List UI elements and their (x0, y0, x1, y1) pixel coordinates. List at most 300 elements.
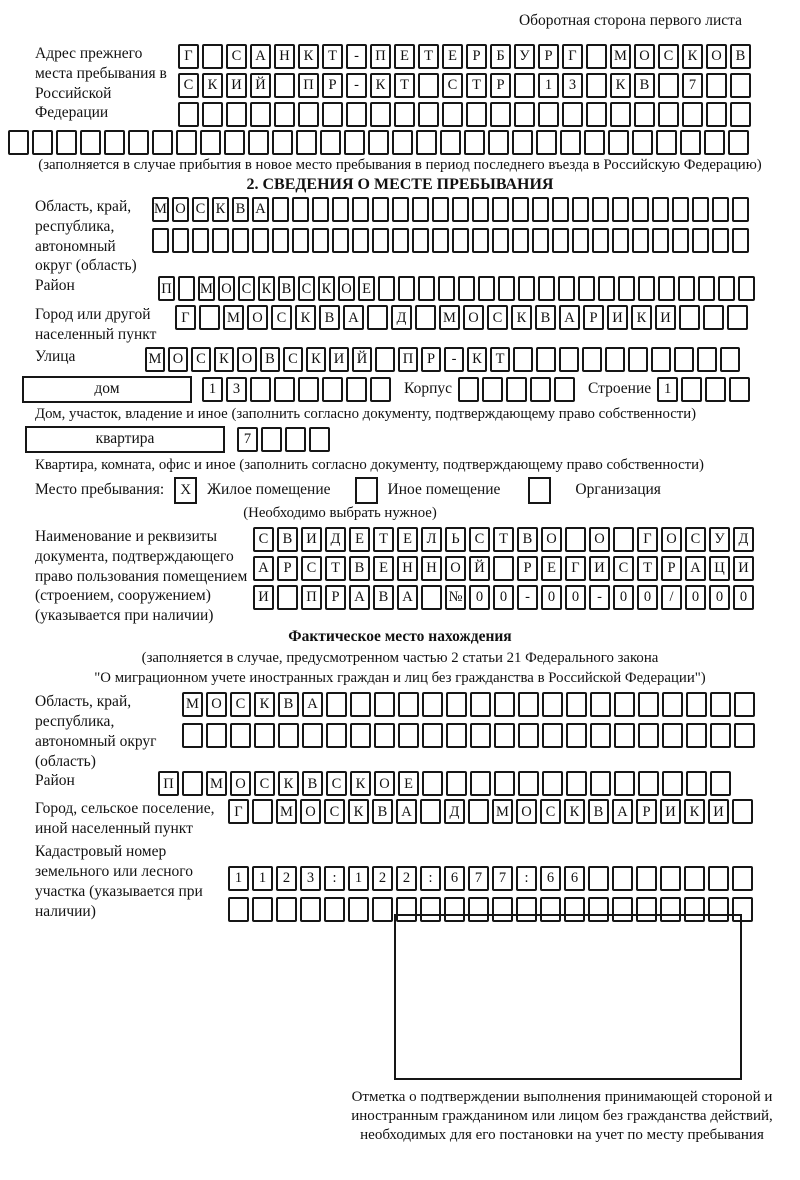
char-cell[interactable]: Е (349, 527, 370, 552)
char-cell[interactable]: В (277, 527, 298, 552)
char-cell[interactable]: 1 (202, 377, 223, 402)
char-cell[interactable] (252, 897, 273, 922)
char-cell[interactable] (588, 897, 609, 922)
char-cell[interactable]: А (250, 44, 271, 69)
char-cell[interactable] (658, 276, 675, 301)
char-cell[interactable] (705, 377, 726, 402)
char-cell[interactable]: Т (466, 73, 487, 98)
char-cell[interactable] (492, 897, 513, 922)
char-cell[interactable]: Ь (445, 527, 466, 552)
char-cell[interactable] (418, 276, 435, 301)
char-cell[interactable] (56, 130, 77, 155)
char-cell[interactable] (472, 197, 489, 222)
char-cell[interactable] (374, 692, 395, 717)
char-cell[interactable]: Р (517, 556, 538, 581)
char-cell[interactable]: К (467, 347, 487, 372)
char-cell[interactable]: А (302, 692, 323, 717)
char-cell[interactable]: 3 (300, 866, 321, 891)
char-cell[interactable] (638, 771, 659, 796)
char-cell[interactable] (692, 197, 709, 222)
char-cell[interactable] (586, 44, 607, 69)
char-cell[interactable] (682, 102, 703, 127)
char-cell[interactable] (470, 692, 491, 717)
char-cell[interactable] (674, 347, 694, 372)
char-cell[interactable]: Т (418, 44, 439, 69)
char-cell[interactable] (452, 197, 469, 222)
char-cell[interactable]: С (301, 556, 322, 581)
char-cell[interactable]: О (634, 44, 655, 69)
char-cell[interactable] (212, 228, 229, 253)
char-cell[interactable]: Б (490, 44, 511, 69)
char-cell[interactable]: С (442, 73, 463, 98)
char-cell[interactable] (514, 102, 535, 127)
char-cell[interactable]: П (398, 347, 418, 372)
char-cell[interactable] (422, 692, 443, 717)
char-cell[interactable] (224, 130, 245, 155)
char-cell[interactable] (272, 197, 289, 222)
char-cell[interactable] (518, 276, 535, 301)
char-cell[interactable]: И (329, 347, 349, 372)
char-cell[interactable] (628, 347, 648, 372)
char-cell[interactable] (614, 771, 635, 796)
char-cell[interactable] (178, 102, 199, 127)
char-cell[interactable] (514, 73, 535, 98)
char-cell[interactable]: Т (490, 347, 510, 372)
char-cell[interactable] (660, 866, 681, 891)
char-cell[interactable]: В (260, 347, 280, 372)
char-cell[interactable] (199, 305, 220, 330)
char-cell[interactable]: А (685, 556, 706, 581)
char-cell[interactable] (592, 197, 609, 222)
char-cell[interactable] (468, 799, 489, 824)
char-cell[interactable]: Т (637, 556, 658, 581)
char-cell[interactable]: К (564, 799, 585, 824)
char-cell[interactable] (418, 102, 439, 127)
char-cell[interactable]: К (350, 771, 371, 796)
char-cell[interactable]: К (202, 73, 223, 98)
char-cell[interactable]: Р (636, 799, 657, 824)
char-cell[interactable] (532, 197, 549, 222)
checkbox-zhiloe-pomeschenie[interactable] (174, 477, 197, 504)
char-cell[interactable]: Т (322, 44, 343, 69)
char-cell[interactable]: О (230, 771, 251, 796)
char-cell[interactable] (703, 305, 724, 330)
char-cell[interactable] (472, 228, 489, 253)
char-cell[interactable]: В (588, 799, 609, 824)
char-cell[interactable] (512, 228, 529, 253)
char-cell[interactable]: У (514, 44, 535, 69)
char-cell[interactable]: Р (277, 556, 298, 581)
char-cell[interactable]: В (302, 771, 323, 796)
char-cell[interactable]: Л (421, 527, 442, 552)
char-cell[interactable] (710, 692, 731, 717)
char-cell[interactable]: П (158, 771, 179, 796)
char-cell[interactable] (392, 197, 409, 222)
char-cell[interactable]: - (444, 347, 464, 372)
char-cell[interactable] (565, 527, 586, 552)
char-cell[interactable] (538, 276, 555, 301)
char-cell[interactable] (562, 102, 583, 127)
char-cell[interactable]: И (733, 556, 754, 581)
char-cell[interactable] (732, 799, 753, 824)
char-cell[interactable] (302, 723, 323, 748)
char-cell[interactable] (326, 692, 347, 717)
char-cell[interactable] (678, 276, 695, 301)
char-cell[interactable] (344, 130, 365, 155)
char-cell[interactable] (732, 228, 749, 253)
char-cell[interactable]: 6 (564, 866, 585, 891)
char-cell[interactable]: С (298, 276, 315, 301)
char-cell[interactable] (612, 228, 629, 253)
char-cell[interactable] (710, 771, 731, 796)
char-cell[interactable] (272, 228, 289, 253)
char-cell[interactable] (458, 377, 479, 402)
char-cell[interactable]: К (348, 799, 369, 824)
char-cell[interactable]: И (226, 73, 247, 98)
char-cell[interactable] (274, 377, 295, 402)
char-cell[interactable] (398, 723, 419, 748)
char-cell[interactable] (192, 228, 209, 253)
char-cell[interactable] (632, 228, 649, 253)
char-cell[interactable] (729, 377, 750, 402)
char-cell[interactable]: К (278, 771, 299, 796)
char-cell[interactable] (152, 130, 173, 155)
char-cell[interactable] (686, 771, 707, 796)
char-cell[interactable] (494, 771, 515, 796)
char-cell[interactable] (422, 723, 443, 748)
char-cell[interactable] (32, 130, 53, 155)
char-cell[interactable] (559, 347, 579, 372)
char-cell[interactable] (706, 73, 727, 98)
char-cell[interactable] (566, 771, 587, 796)
char-cell[interactable] (672, 228, 689, 253)
char-cell[interactable] (420, 799, 441, 824)
char-cell[interactable]: О (206, 692, 227, 717)
char-cell[interactable] (518, 692, 539, 717)
char-cell[interactable]: Е (373, 556, 394, 581)
char-cell[interactable] (277, 585, 298, 610)
char-cell[interactable]: 0 (613, 585, 634, 610)
char-cell[interactable]: О (706, 44, 727, 69)
char-cell[interactable]: К (254, 692, 275, 717)
char-cell[interactable] (464, 130, 485, 155)
char-cell[interactable]: Д (444, 799, 465, 824)
char-cell[interactable]: В (232, 197, 249, 222)
char-cell[interactable] (492, 228, 509, 253)
char-cell[interactable] (80, 130, 101, 155)
char-cell[interactable] (322, 102, 343, 127)
char-cell[interactable] (422, 771, 443, 796)
char-cell[interactable] (572, 197, 589, 222)
char-cell[interactable]: А (559, 305, 580, 330)
char-cell[interactable] (732, 897, 753, 922)
char-cell[interactable] (608, 130, 629, 155)
char-cell[interactable]: О (661, 527, 682, 552)
char-cell[interactable] (254, 723, 275, 748)
char-cell[interactable]: У (709, 527, 730, 552)
char-cell[interactable]: Н (421, 556, 442, 581)
char-cell[interactable] (538, 102, 559, 127)
char-cell[interactable] (432, 228, 449, 253)
char-cell[interactable] (446, 723, 467, 748)
char-cell[interactable] (638, 692, 659, 717)
char-cell[interactable]: 6 (540, 866, 561, 891)
char-cell[interactable] (730, 102, 751, 127)
char-cell[interactable] (300, 897, 321, 922)
char-cell[interactable]: М (198, 276, 215, 301)
char-cell[interactable] (490, 102, 511, 127)
char-cell[interactable]: А (349, 585, 370, 610)
char-cell[interactable] (516, 897, 537, 922)
char-cell[interactable]: Н (274, 44, 295, 69)
char-cell[interactable]: М (152, 197, 169, 222)
char-cell[interactable] (658, 73, 679, 98)
char-cell[interactable] (250, 377, 271, 402)
char-cell[interactable] (572, 228, 589, 253)
char-cell[interactable] (584, 130, 605, 155)
char-cell[interactable] (730, 73, 751, 98)
char-cell[interactable] (440, 130, 461, 155)
char-cell[interactable]: С (487, 305, 508, 330)
char-cell[interactable]: 0 (709, 585, 730, 610)
char-cell[interactable] (418, 73, 439, 98)
char-cell[interactable] (412, 197, 429, 222)
char-cell[interactable]: К (212, 197, 229, 222)
char-cell[interactable] (416, 130, 437, 155)
char-cell[interactable]: С (613, 556, 634, 581)
char-cell[interactable] (370, 377, 391, 402)
char-cell[interactable] (367, 305, 388, 330)
char-cell[interactable] (512, 197, 529, 222)
char-cell[interactable]: Т (394, 73, 415, 98)
char-cell[interactable] (592, 228, 609, 253)
char-cell[interactable] (375, 347, 395, 372)
char-cell[interactable]: М (276, 799, 297, 824)
char-cell[interactable]: С (191, 347, 211, 372)
char-cell[interactable] (638, 276, 655, 301)
char-cell[interactable] (738, 276, 755, 301)
char-cell[interactable] (252, 799, 273, 824)
char-cell[interactable]: Т (373, 527, 394, 552)
char-cell[interactable]: № (445, 585, 466, 610)
char-cell[interactable]: К (610, 73, 631, 98)
char-cell[interactable] (296, 130, 317, 155)
char-cell[interactable] (518, 723, 539, 748)
char-cell[interactable] (274, 73, 295, 98)
char-cell[interactable]: С (178, 73, 199, 98)
char-cell[interactable]: 1 (538, 73, 559, 98)
char-cell[interactable] (530, 377, 551, 402)
char-cell[interactable]: С (192, 197, 209, 222)
char-cell[interactable] (672, 197, 689, 222)
char-cell[interactable]: В (372, 799, 393, 824)
char-cell[interactable] (452, 228, 469, 253)
char-cell[interactable]: 0 (541, 585, 562, 610)
char-cell[interactable]: 0 (637, 585, 658, 610)
char-cell[interactable] (692, 228, 709, 253)
char-cell[interactable] (352, 197, 369, 222)
char-cell[interactable] (632, 197, 649, 222)
char-cell[interactable]: А (253, 556, 274, 581)
char-cell[interactable]: М (492, 799, 513, 824)
char-cell[interactable]: / (661, 585, 682, 610)
char-cell[interactable] (578, 276, 595, 301)
char-cell[interactable]: С (226, 44, 247, 69)
char-cell[interactable] (613, 527, 634, 552)
char-cell[interactable]: Д (391, 305, 412, 330)
char-cell[interactable]: В (278, 276, 295, 301)
char-cell[interactable]: 7 (682, 73, 703, 98)
char-cell[interactable]: А (343, 305, 364, 330)
char-cell[interactable] (378, 276, 395, 301)
char-cell[interactable] (712, 228, 729, 253)
char-cell[interactable]: В (349, 556, 370, 581)
char-cell[interactable]: 1 (657, 377, 678, 402)
char-cell[interactable] (442, 102, 463, 127)
char-cell[interactable] (396, 897, 417, 922)
char-cell[interactable] (392, 228, 409, 253)
char-cell[interactable] (586, 102, 607, 127)
char-cell[interactable] (372, 197, 389, 222)
char-cell[interactable] (374, 723, 395, 748)
char-cell[interactable] (618, 276, 635, 301)
char-cell[interactable]: В (373, 585, 394, 610)
checkbox-inoe-pomeschenie[interactable] (355, 477, 378, 504)
char-cell[interactable]: 7 (237, 427, 258, 452)
char-cell[interactable] (200, 130, 221, 155)
char-cell[interactable]: Р (322, 73, 343, 98)
char-cell[interactable]: К (295, 305, 316, 330)
char-cell[interactable] (612, 197, 629, 222)
char-cell[interactable] (734, 723, 755, 748)
char-cell[interactable] (292, 197, 309, 222)
char-cell[interactable] (698, 276, 715, 301)
char-cell[interactable] (326, 723, 347, 748)
char-cell[interactable]: И (589, 556, 610, 581)
char-cell[interactable] (226, 102, 247, 127)
char-cell[interactable] (582, 347, 602, 372)
char-cell[interactable]: О (172, 197, 189, 222)
char-cell[interactable]: О (589, 527, 610, 552)
char-cell[interactable]: О (300, 799, 321, 824)
char-cell[interactable] (152, 228, 169, 253)
char-cell[interactable] (312, 228, 329, 253)
char-cell[interactable] (261, 427, 282, 452)
char-cell[interactable] (605, 347, 625, 372)
char-cell[interactable] (552, 197, 569, 222)
char-cell[interactable] (420, 897, 441, 922)
char-cell[interactable] (684, 866, 705, 891)
char-cell[interactable]: М (223, 305, 244, 330)
char-cell[interactable] (732, 197, 749, 222)
char-cell[interactable] (446, 692, 467, 717)
char-cell[interactable]: - (346, 44, 367, 69)
char-cell[interactable]: О (237, 347, 257, 372)
char-cell[interactable] (276, 897, 297, 922)
char-cell[interactable] (566, 723, 587, 748)
char-cell[interactable]: Д (733, 527, 754, 552)
char-cell[interactable] (421, 585, 442, 610)
char-cell[interactable]: Д (325, 527, 346, 552)
char-cell[interactable]: С (253, 527, 274, 552)
char-cell[interactable] (686, 692, 707, 717)
char-cell[interactable] (734, 692, 755, 717)
char-cell[interactable]: В (319, 305, 340, 330)
char-cell[interactable] (614, 723, 635, 748)
char-cell[interactable]: И (708, 799, 729, 824)
char-cell[interactable] (494, 692, 515, 717)
char-cell[interactable] (298, 102, 319, 127)
char-cell[interactable] (536, 130, 557, 155)
char-cell[interactable] (320, 130, 341, 155)
char-cell[interactable] (230, 723, 251, 748)
char-cell[interactable]: И (253, 585, 274, 610)
char-cell[interactable]: Е (541, 556, 562, 581)
char-cell[interactable] (176, 130, 197, 155)
char-cell[interactable]: Е (394, 44, 415, 69)
char-cell[interactable]: Р (421, 347, 441, 372)
char-cell[interactable]: 1 (228, 866, 249, 891)
char-cell[interactable] (206, 723, 227, 748)
char-cell[interactable] (636, 897, 657, 922)
char-cell[interactable] (727, 305, 748, 330)
char-cell[interactable] (470, 771, 491, 796)
char-cell[interactable] (368, 130, 389, 155)
char-cell[interactable]: А (396, 799, 417, 824)
char-cell[interactable] (560, 130, 581, 155)
char-cell[interactable] (292, 228, 309, 253)
char-cell[interactable]: Ц (709, 556, 730, 581)
char-cell[interactable] (566, 692, 587, 717)
char-cell[interactable] (202, 44, 223, 69)
char-cell[interactable]: О (374, 771, 395, 796)
char-cell[interactable] (720, 347, 740, 372)
char-cell[interactable] (278, 723, 299, 748)
char-cell[interactable]: М (206, 771, 227, 796)
char-cell[interactable]: И (301, 527, 322, 552)
char-cell[interactable] (558, 276, 575, 301)
char-cell[interactable] (681, 377, 702, 402)
char-cell[interactable]: Й (469, 556, 490, 581)
char-cell[interactable]: И (660, 799, 681, 824)
char-cell[interactable]: М (610, 44, 631, 69)
char-cell[interactable] (651, 347, 671, 372)
char-cell[interactable] (478, 276, 495, 301)
char-cell[interactable] (446, 771, 467, 796)
char-cell[interactable] (458, 276, 475, 301)
char-cell[interactable] (564, 897, 585, 922)
char-cell[interactable] (652, 228, 669, 253)
char-cell[interactable] (718, 276, 735, 301)
char-cell[interactable] (552, 228, 569, 253)
char-cell[interactable] (590, 771, 611, 796)
char-cell[interactable] (518, 771, 539, 796)
char-cell[interactable]: О (516, 799, 537, 824)
char-cell[interactable]: Р (490, 73, 511, 98)
char-cell[interactable] (394, 102, 415, 127)
char-cell[interactable]: К (684, 799, 705, 824)
char-cell[interactable] (172, 228, 189, 253)
char-cell[interactable] (638, 723, 659, 748)
char-cell[interactable] (588, 866, 609, 891)
char-cell[interactable]: Г (228, 799, 249, 824)
char-cell[interactable]: С (230, 692, 251, 717)
char-cell[interactable] (728, 130, 749, 155)
char-cell[interactable]: Е (398, 771, 419, 796)
char-cell[interactable] (285, 427, 306, 452)
char-cell[interactable] (444, 897, 465, 922)
char-cell[interactable] (372, 897, 393, 922)
